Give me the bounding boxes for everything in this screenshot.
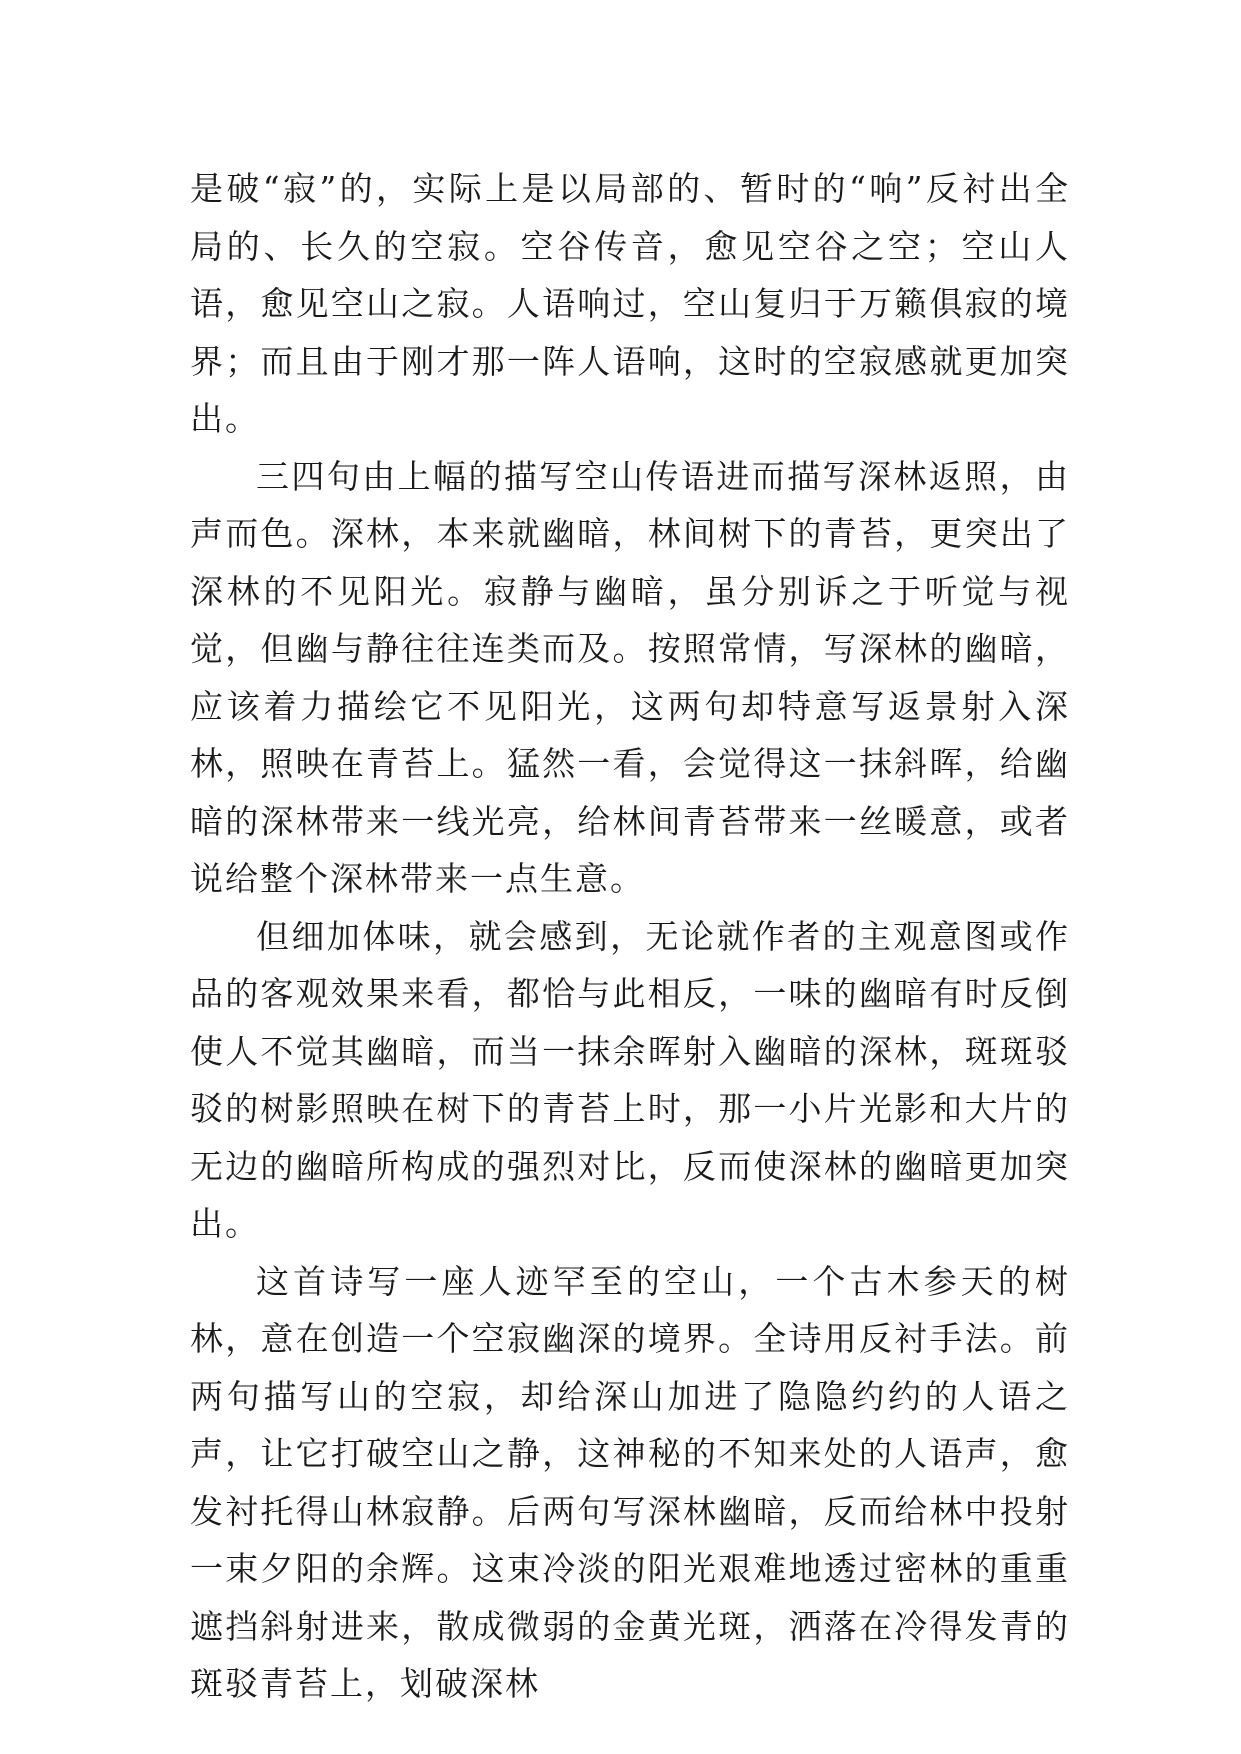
paragraph: 但细加体味，就会感到，无论就作者的主观意图或作品的客观效果来看，都恰与此相反，一味的幽暗有时反倒使人不觉其幽暗，而当一抹余晖射入幽暗的深林，斑斑驳驳的树影照映在树下的青苔上时，那一小片光影和大片的无边的幽暗所构成的强烈对比，反而使深林的幽暗更加突出。 — [190, 916, 1070, 1243]
paragraph: 三四句由上幅的描写空山传语进而描写深林返照，由声而色。深林，本来就幽暗，林间树下的青苔，更突出了深林的不见阳光。寂静与幽暗，虽分别诉之于听觉与视觉，但幽与静往往连类而及。按照常情，写深林的幽暗，应该着力描绘它不见阳光，这两句却特意写返景射入深林，照映在青苔上。猛然一看，会觉得这一抹斜晖，给幽暗的深林带来一线光亮，给林间青苔带来一丝暖意，或者说给整个深林带来一点生意。 — [190, 456, 1070, 898]
paragraph-continuation: 是破“寂”的，实际上是以局部的、暂时的“响”反衬出全局的、长久的空寂。空谷传音，愈见空谷之空；空山人语，愈见空山之寂。人语响过，空山复归于万籁俱寂的境界；而且由于刚才那一阵人语响，这时的空寂感就更加突出。 — [190, 169, 1070, 438]
paragraph: 这首诗写一座人迹罕至的空山，一个古木参天的树林，意在创造一个空寂幽深的境界。全诗用反衬手法。前两句描写山的空寂，却给深山加进了隐隐约约的人语之声，让它打破空山之静，这神秘的不知来处的人语声，愈发衬托得山林寂静。后两句写深林幽暗，反而给林中投射一束夕阳的余辉。这束冷淡的阳光艰难地透过密林的重重遮挡斜射进来，散成微弱的金黄光斑，洒落在冷得发青的斑驳青苔上，划破深林 — [190, 1261, 1070, 1703]
document-body — [190, 160, 1070, 1713]
